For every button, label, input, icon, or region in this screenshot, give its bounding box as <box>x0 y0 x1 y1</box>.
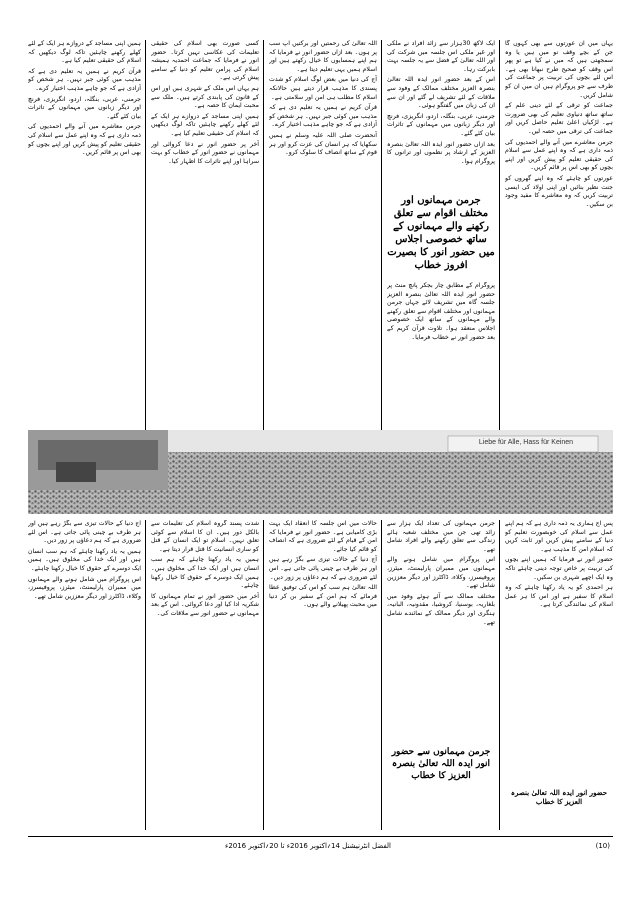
column-divider <box>145 40 146 430</box>
paragraph: بعد ازاں حضور انور ایدہ اللہ تعالیٰ بنصرہ العزیز کے ارشاد پر نظموں اور ترانوں کا پروگرام ہوا۔ <box>387 140 495 165</box>
conference-photo <box>28 430 613 514</box>
bottom-column-2-heading: جرمن مہمانوں سے حضور انور ایدہ اللہ تعالیٰ بنصرہ العزیز کا خطاب <box>391 747 491 781</box>
top-column-1 <box>505 40 613 430</box>
column-divider <box>381 40 382 430</box>
paragraph: آنحضرت صلی اللہ علیہ وسلم نے ہمیں سکھایا کہ ہر انسان کی عزت کرو اور ہر قوم کے ساتھ انصاف کا سلوک کرو۔ <box>269 131 377 157</box>
column-divider <box>145 520 146 830</box>
column-divider <box>263 520 264 830</box>
paragraph: اس کے بعد حضور انور ایدہ اللہ تعالیٰ بنصرہ العزیز مختلف ممالک کے وفود سے ملاقات کے لئے تشریف لے گئے اور ان سے ان کی زبان میں گفتگو ہوئی۔ <box>387 76 495 110</box>
top-column-3 <box>269 40 377 430</box>
paragraph: اللہ تعالیٰ کی رحمتیں اور برکتیں آپ سب پر ہوں۔ بعد ازاں حضور انور نے فرمایا کہ ہم اپنے ہمسایوں کا خیال رکھتے ہیں اور اسلام ہمیں یہی تعلیم دیتا ہے۔ <box>269 40 377 73</box>
paragraph: قرآن کریم نے ہمیں یہ تعلیم دی ہے کہ مذہب میں کوئی جبر نہیں۔ ہر شخص کو آزادی ہے کہ جو چاہے مذہب اختیار کرے۔ <box>269 104 377 129</box>
bottom-column-5 <box>28 520 141 830</box>
paragraph: ہمیں اپنی مساجد کے دروازے ہر ایک کے لئے کھلے رکھنے چاہئیں تاکہ لوگ دیکھیں کہ اسلام کی حقیقی تعلیم کیا ہے۔ <box>28 40 141 65</box>
bottom-column-4 <box>151 520 259 830</box>
newspaper-page-bottom <box>28 520 613 852</box>
paragraph: پروگرام کے مطابق چار بجکر پانچ منٹ پر حضور انور ایدہ اللہ تعالیٰ بنصرہ العزیز جلسہ گاہ میں تشریف لائے جہاں جرمن مہمانوں اور مختلف اقوام سے تعلق رکھنے والے مہمانوں کے ساتھ ایک خصوصی اجلاس منعقد ہوا۔ تلاوت قرآن کریم کے بعد حضور انور نے خطاب فرمایا۔ <box>387 282 495 341</box>
paragraph: اس پروگرام میں شامل ہونے والے مہمانوں میں ممبران پارلیمنٹ، میئرز، پروفیسرز، وکلاء، ڈاکٹرز اور دیگر معززین شامل تھے۔ <box>28 575 141 600</box>
top-column-2 <box>387 40 495 190</box>
paragraph: ایک لاکھ 30ہزار سے زائد افراد نے ملکی اور غیر ملکی اس جلسہ میں شرکت کی اور اللہ تعالیٰ کے فضل سے یہ جلسہ بہت بابرکت رہا۔ <box>387 40 495 73</box>
bottom-column-2 <box>387 520 495 740</box>
footer-rule <box>28 836 613 837</box>
paragraph: پس آج ہماری یہ ذمہ داری ہے کہ ہم اپنے عمل سے اسلام کی خوبصورت تعلیم کو دنیا کے سامنے پیش کریں اور ثابت کریں کہ اسلام امن کا مذہب ہے۔ <box>505 520 613 553</box>
column-divider <box>499 40 500 430</box>
paragraph: حالات میں اس جلسہ کا انعقاد ایک بہت بڑی کامیابی ہے۔ حضور انور نے فرمایا کہ امن کے قیام کے لئے ضروری ہے کہ انصاف کو قائم کیا جائے۔ <box>269 520 377 553</box>
paragraph: آخر میں حضور انور نے تمام مہمانوں کا شکریہ ادا کیا اور دعا کروائی۔ اس کے بعد مہمانوں نے حضور انور سے ملاقات کی۔ <box>151 592 259 617</box>
paragraph: کسی صورت بھی اسلام کی حقیقی تعلیمات کی عکاسی نہیں کرتا۔ حضور انور نے فرمایا کہ جماعت احمدیہ ہمیشہ اسلام کی پرامن تعلیم کو دنیا کے سامنے پیش کرتی ہے۔ <box>151 40 259 82</box>
top-column-5 <box>28 40 141 430</box>
paragraph: حضور انور نے فرمایا کہ ہمیں اپنے بچوں کی تربیت پر خاص توجہ دینی چاہئے تاکہ وہ ایک اچھے شہری بن سکیں۔ <box>505 556 613 581</box>
paragraph: آج کی دنیا میں بعض لوگ اسلام کو شدت پسندی کا مذہب قرار دیتے ہیں حالانکہ اسلام کا مطلب ہی امن اور سلامتی ہے۔ <box>269 76 377 101</box>
paragraph: آج دنیا کے حالات تیزی سے بگڑ رہے ہیں اور ہر طرف بے چینی پائی جاتی ہے۔ اس لئے ضروری ہے کہ ہم دعاؤں پر زور دیں۔ <box>28 520 141 545</box>
paragraph: جرمنی، عربی، بنگلہ، اردو، انگریزی، فرنچ اور دیگر زبانوں میں مہمانوں کے تاثرات بیان کئے گئے۔ <box>387 112 495 137</box>
headline-body <box>387 282 495 430</box>
paragraph: آخر پر حضور انور نے دعا کروائی اور مہمانوں نے حضور انور کے خطاب کو بہت سراہا اور اپنے تاثرات کا اظہار کیا۔ <box>151 140 259 165</box>
column-divider <box>263 40 264 430</box>
paragraph: ہم یہاں اس ملک کے شہری ہیں اور اس کے قانون کی پابندی کرتے ہیں۔ ملک سے محبت ایمان کا حصہ ہے۔ <box>151 84 259 110</box>
top-column-4 <box>151 40 259 430</box>
headline-title: جرمن مہمانوں اور مختلف اقوام سے تعلق رکھنے والے مہمانوں کے ساتھ خصوصی اجلاس میں حضور انور کا بصیرت افروز خطاب <box>387 195 495 271</box>
paragraph: جرمنی، عربی، بنگلہ، اردو، انگریزی، فرنچ اور دیگر زبانوں میں مہمانوں کے تاثرات بیان کئے گئے۔ <box>28 95 141 120</box>
paragraph: جرمن مہمانوں کی تعداد ایک ہزار سے زائد تھی جن میں مختلف شعبہ ہائے زندگی سے تعلق رکھنے والے افراد شامل تھے۔ <box>387 520 495 553</box>
paragraph: جرمن معاشرے میں آنے والے احمدیوں کی ذمہ داری ہے کہ وہ اپنے عمل سے اسلام کی حقیقی تعلیم کو پیش کریں اور اپنے بچوں کو بھی اس پر قائم کریں۔ <box>28 123 141 157</box>
footer-text: الفضل انٹرنیشنل 14؍اکتوبر 2016ء تا 20؍اکتوبر 2016ء <box>225 842 391 850</box>
column-divider <box>381 520 382 830</box>
paragraph: شدت پسند گروہ اسلام کی تعلیمات سے بالکل دور ہیں۔ ان کا اسلام سے کوئی تعلق نہیں۔ اسلام تو ایک انسان کے قتل کو ساری انسانیت کا قتل قرار دیتا ہے۔ <box>151 520 259 553</box>
bottom-column-1 <box>505 520 613 784</box>
paragraph: اس پروگرام میں شامل ہونے والے مہمانوں میں ممبران پارلیمنٹ، میئرز، پروفیسرز، وکلاء، ڈاکٹرز اور دیگر معززین شامل تھے۔ <box>387 556 495 590</box>
paragraph: جماعت کو ترقی کے لئے دینی علم کے ساتھ ساتھ دنیاوی تعلیم کی بھی ضرورت ہے۔ لڑکیاں اعلیٰ تعلیم حاصل کریں اور جماعت کی ترقی میں حصہ لیں۔ <box>505 102 613 135</box>
bottom-column-3 <box>269 520 377 830</box>
paragraph: اللہ تعالیٰ ہم سب کو اس کی توفیق عطا فرمائے کہ ہم امن کے سفیر بن کر دنیا میں محبت پھیلانے والے ہوں۔ <box>269 584 377 609</box>
paragraph: مختلف ممالک سے آئے ہوئے وفود میں بلغاریہ، بوسنیا، کروشیا، مقدونیہ، البانیہ، ہنگری اور دیگر ممالک کے نمائندے شامل تھے۔ <box>387 592 495 626</box>
paragraph: ہمیں یہ یاد رکھنا چاہئے کہ ہم سب انسان ہیں اور ایک خدا کی مخلوق ہیں۔ ہمیں ایک دوسرے کے حقوق کا خیال رکھنا چاہئے۔ <box>28 547 141 572</box>
bottom-column-1-heading: حضور انور ایدہ اللہ تعالیٰ بنصرہ العزیز کا خطاب <box>510 788 608 806</box>
paragraph: قرآن کریم نے ہمیں یہ تعلیم دی ہے کہ مذہب میں کوئی جبر نہیں۔ ہر شخص کو آزادی ہے کہ جو چاہے مذہب اختیار کرے۔ <box>28 67 141 92</box>
paragraph: عورتوں کو چاہئے کہ وہ اپنے گھروں کو جنت نظیر بنائیں اور اپنی اولاد کی ایسی تربیت کریں کہ وہ معاشرے کا مفید وجود بن سکیں۔ <box>505 174 613 208</box>
banner-text: Liebe für Alle, Hass für Keinen <box>478 439 574 446</box>
paragraph: ہمیں اپنی مساجد کے دروازے ہر ایک کے لئے کھلے رکھنے چاہئیں تاکہ لوگ دیکھیں کہ اسلام کی حقیقی تعلیم کیا ہے۔ <box>151 112 259 137</box>
paragraph: ہر احمدی کو یہ یاد رکھنا چاہئے کہ وہ اسلام کا سفیر ہے اور اس کا ہر عمل اسلام کی نمائندگی کرتا ہے۔ <box>505 584 613 609</box>
page-number: (10) <box>595 842 610 850</box>
paragraph: جرمن معاشرے میں آنے والے احمدیوں کی ذمہ داری ہے کہ وہ اپنے عمل سے اسلام کی حقیقی تعلیم کو پیش کریں اور اپنے بچوں کو بھی اس پر قائم کریں۔ <box>505 138 613 172</box>
paragraph: یہاں میں ان عورتوں سے بھی کہوں گا جن کے بچے وقف نو میں ہیں یا وہ سمجھتی ہیں کہ میں نے کیا ہے تو پھر اس وقف کو صحیح طرح نبھانا بھی ہے۔ اس لئے بچوں کی تربیت پر جماعت کی طرف سے جو پروگرام ہیں ان میں ان کو شامل کریں۔ <box>505 40 613 99</box>
column-divider <box>499 520 500 830</box>
paragraph: آج دنیا کے حالات تیزی سے بگڑ رہے ہیں اور ہر طرف بے چینی پائی جاتی ہے۔ اس لئے ضروری ہے کہ ہم دعاؤں پر زور دیں۔ <box>269 556 377 581</box>
headline-box <box>387 194 495 272</box>
paragraph: ہمیں یہ یاد رکھنا چاہئے کہ ہم سب انسان ہیں اور ایک خدا کی مخلوق ہیں۔ ہمیں ایک دوسرے کے حقوق کا خیال رکھنا چاہئے۔ <box>151 556 259 590</box>
